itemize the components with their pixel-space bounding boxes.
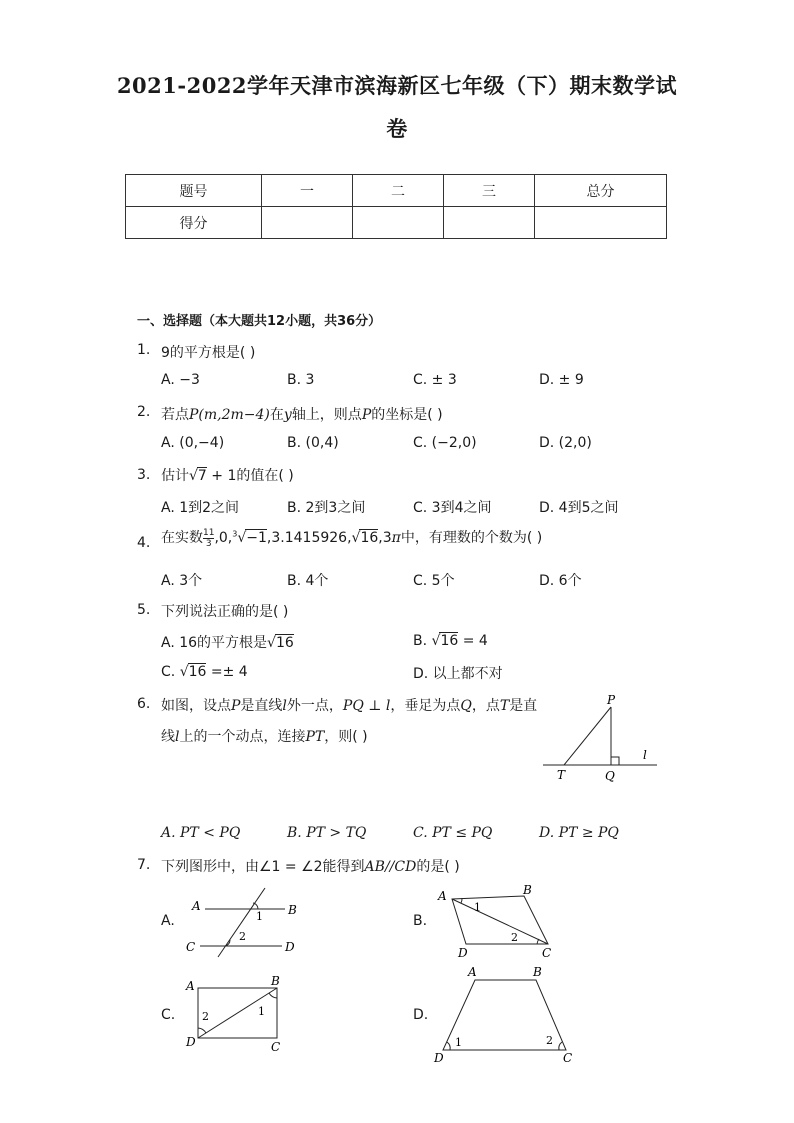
- angle-1-label: 1: [256, 910, 263, 923]
- question-number: 7.: [137, 857, 151, 873]
- radicand: −1: [246, 530, 267, 546]
- option-d: D. (2,0): [539, 435, 592, 451]
- table-cell: [262, 207, 353, 239]
- text: 若点: [161, 407, 189, 423]
- option-d: D. 6个: [539, 573, 582, 589]
- option-b: B. 3: [287, 372, 315, 388]
- text: B.: [413, 633, 432, 649]
- radicand: 16: [275, 635, 294, 651]
- option-c: C. 3到4之间: [413, 500, 492, 516]
- table-cell: 得分: [126, 207, 262, 239]
- question-number: 3.: [137, 467, 151, 483]
- text: 的坐标是( ): [371, 407, 443, 423]
- table-cell: 二: [353, 175, 444, 207]
- option-c: C.: [161, 1007, 176, 1023]
- label-d: D: [285, 940, 295, 954]
- label-q: Q: [605, 769, 615, 783]
- math: T: [499, 698, 510, 714]
- text: ，则( ): [324, 729, 368, 745]
- math: B. PT > TQ: [287, 825, 367, 841]
- option-b: [413, 632, 488, 649]
- text: 是直线: [240, 698, 283, 714]
- text: 线: [161, 729, 175, 745]
- radical-sign: √: [431, 633, 441, 649]
- text: 的是( ): [416, 859, 460, 875]
- math: PQ ⊥ l: [342, 698, 391, 714]
- figure-q7-c: [180, 972, 300, 1057]
- label-b: B: [533, 965, 542, 979]
- table-row: [126, 207, 667, 239]
- radicand: 16: [440, 633, 459, 649]
- text: + 1的值在( ): [206, 468, 294, 484]
- math: P(m,2m−4): [189, 407, 270, 423]
- table-cell: 三: [444, 175, 535, 207]
- text: 是直: [509, 698, 538, 714]
- option-a: A. 3个: [161, 573, 203, 589]
- angle-2-label: 2: [202, 1010, 209, 1023]
- option-b: [287, 825, 366, 841]
- math: PT: [305, 729, 325, 745]
- radical-sign: √: [351, 530, 361, 546]
- label-a: A: [438, 889, 447, 903]
- math: A. PT < PQ: [161, 825, 241, 841]
- figure-q7-a: [180, 885, 330, 960]
- label-a: A: [468, 965, 477, 979]
- label-d: D: [434, 1051, 444, 1065]
- text: 上的一个动点，连接: [179, 729, 306, 745]
- math: AB//CD: [364, 859, 417, 875]
- text: 估计: [161, 468, 189, 484]
- table-cell: 一: [262, 175, 353, 207]
- radicand: 7: [197, 468, 207, 484]
- question-number: 6.: [137, 696, 151, 712]
- math: P: [231, 698, 241, 714]
- question-text: [161, 465, 294, 485]
- table-cell: [353, 207, 444, 239]
- question-text: [161, 527, 542, 549]
- text: ,3: [378, 530, 392, 546]
- question-number: 5.: [137, 602, 151, 618]
- question-number: 2.: [137, 404, 151, 420]
- radical-sign: √: [237, 530, 247, 546]
- text: 在: [269, 407, 284, 423]
- angle-1-arc: [269, 993, 277, 998]
- question-number: 4.: [137, 535, 151, 551]
- angle-2-arc: [559, 1042, 562, 1050]
- label-d: D: [186, 1035, 196, 1049]
- text: 下列图形中，由∠1 = ∠2能得到: [161, 859, 365, 875]
- math: π: [391, 530, 401, 546]
- text: 轴上，则点: [291, 407, 362, 423]
- option-d: D. 以上都不对: [413, 666, 503, 682]
- radicand: 16: [188, 664, 207, 680]
- text: ，垂足为点: [390, 698, 461, 714]
- option-a: A. −3: [161, 372, 200, 388]
- text: = 4: [458, 633, 488, 649]
- label-c: C: [542, 946, 552, 958]
- text: 在实数: [161, 530, 203, 546]
- question-text: 下列说法正确的是( ): [161, 604, 289, 620]
- angle-2-label: 2: [511, 931, 518, 944]
- page-title-cont: 卷: [386, 116, 408, 141]
- math: Q: [460, 698, 472, 714]
- text: 如图，设点: [161, 698, 231, 714]
- text: 中，有理数的个数为( ): [400, 530, 543, 546]
- text: ，点: [471, 698, 500, 714]
- diagonal-ac: [452, 899, 548, 944]
- label-b: B: [523, 883, 532, 897]
- label-b: B: [288, 903, 297, 917]
- page-title: 2021-2022学年天津市滨海新区七年级（下）期末数学试: [116, 73, 678, 98]
- option-a: A. 1到2之间: [161, 500, 240, 516]
- fraction-numerator: 11: [203, 527, 215, 538]
- fraction-denominator: 3: [203, 538, 214, 549]
- score-table: [125, 174, 667, 239]
- label-b: B: [271, 974, 280, 988]
- question-text: [161, 856, 460, 876]
- angle-2-arc: [198, 1028, 206, 1033]
- label-l: l: [643, 748, 647, 762]
- angle-2-label: 2: [546, 1034, 553, 1047]
- option-b: B.: [413, 913, 428, 929]
- angle-1-label: 1: [455, 1036, 462, 1049]
- radicand: 16: [360, 530, 379, 546]
- angle-2-label: 2: [239, 930, 246, 943]
- section-heading: 一、选择题（本大题共12小题，共36分）: [137, 314, 382, 329]
- radical-sign: √: [267, 635, 276, 651]
- table-row: [126, 175, 667, 207]
- table-cell: [535, 207, 667, 239]
- question-number: 1.: [137, 342, 151, 358]
- option-c: [161, 663, 248, 680]
- right-angle-mark: [611, 757, 619, 765]
- angle-1-arc: [447, 1042, 450, 1050]
- option-d: D. ± 9: [539, 372, 584, 388]
- radical-sign: √: [179, 664, 189, 680]
- option-c: C. ± 3: [413, 372, 457, 388]
- label-c: C: [186, 940, 196, 954]
- option-b: B. 2到3之间: [287, 500, 366, 516]
- text: ,3.1415926,: [266, 530, 352, 546]
- math: y: [283, 407, 292, 423]
- question-text: [161, 695, 537, 715]
- table-cell: [444, 207, 535, 239]
- segment-pt: [564, 707, 611, 765]
- text: C.: [161, 664, 180, 680]
- table-cell: 题号: [126, 175, 262, 207]
- label-c: C: [271, 1040, 281, 1054]
- math: l: [282, 698, 287, 714]
- cube-index: 3: [232, 529, 238, 539]
- label-a: A: [192, 899, 201, 913]
- label-t: T: [557, 768, 566, 782]
- label-p: P: [607, 693, 616, 707]
- option-d: D. 4到5之间: [539, 500, 619, 516]
- diagonal-db: [198, 988, 277, 1038]
- option-d: [539, 825, 619, 841]
- text: =± 4: [206, 664, 248, 680]
- option-c: C. 5个: [413, 573, 455, 589]
- option-b: B. 4个: [287, 573, 329, 589]
- text: A. 16的平方根是: [161, 635, 268, 651]
- question-text-cont: [161, 726, 368, 746]
- math: C. PT ≤ PQ: [413, 825, 493, 841]
- option-a: [161, 632, 294, 652]
- label-a: A: [186, 979, 195, 993]
- text: 外一点，: [286, 698, 343, 714]
- angle-1-label: 1: [474, 901, 481, 914]
- label-c: C: [563, 1051, 573, 1065]
- option-c: [413, 825, 492, 841]
- option-d: D.: [413, 1007, 429, 1023]
- table-cell: 总分: [535, 175, 667, 207]
- text: ,0,: [214, 530, 233, 546]
- figure-q7-b: [434, 878, 564, 958]
- option-a: A. (0,−4): [161, 435, 225, 451]
- math: P: [361, 407, 372, 423]
- label-d: D: [458, 946, 468, 958]
- option-c: C. (−2,0): [413, 435, 477, 451]
- math: l: [175, 729, 180, 745]
- question-text: [161, 404, 443, 424]
- option-a: [161, 825, 240, 841]
- fraction: [203, 528, 214, 549]
- option-a: A.: [161, 913, 175, 929]
- question-text: 9的平方根是( ): [161, 345, 256, 361]
- angle-2-arc: [537, 939, 539, 944]
- math: D. PT ≥ PQ: [539, 825, 619, 841]
- angle-1-label: 1: [258, 1005, 265, 1018]
- figure-q6: [535, 690, 665, 785]
- option-b: B. (0,4): [287, 435, 339, 451]
- radical-sign: √: [189, 468, 198, 484]
- figure-q7-d: [430, 962, 580, 1067]
